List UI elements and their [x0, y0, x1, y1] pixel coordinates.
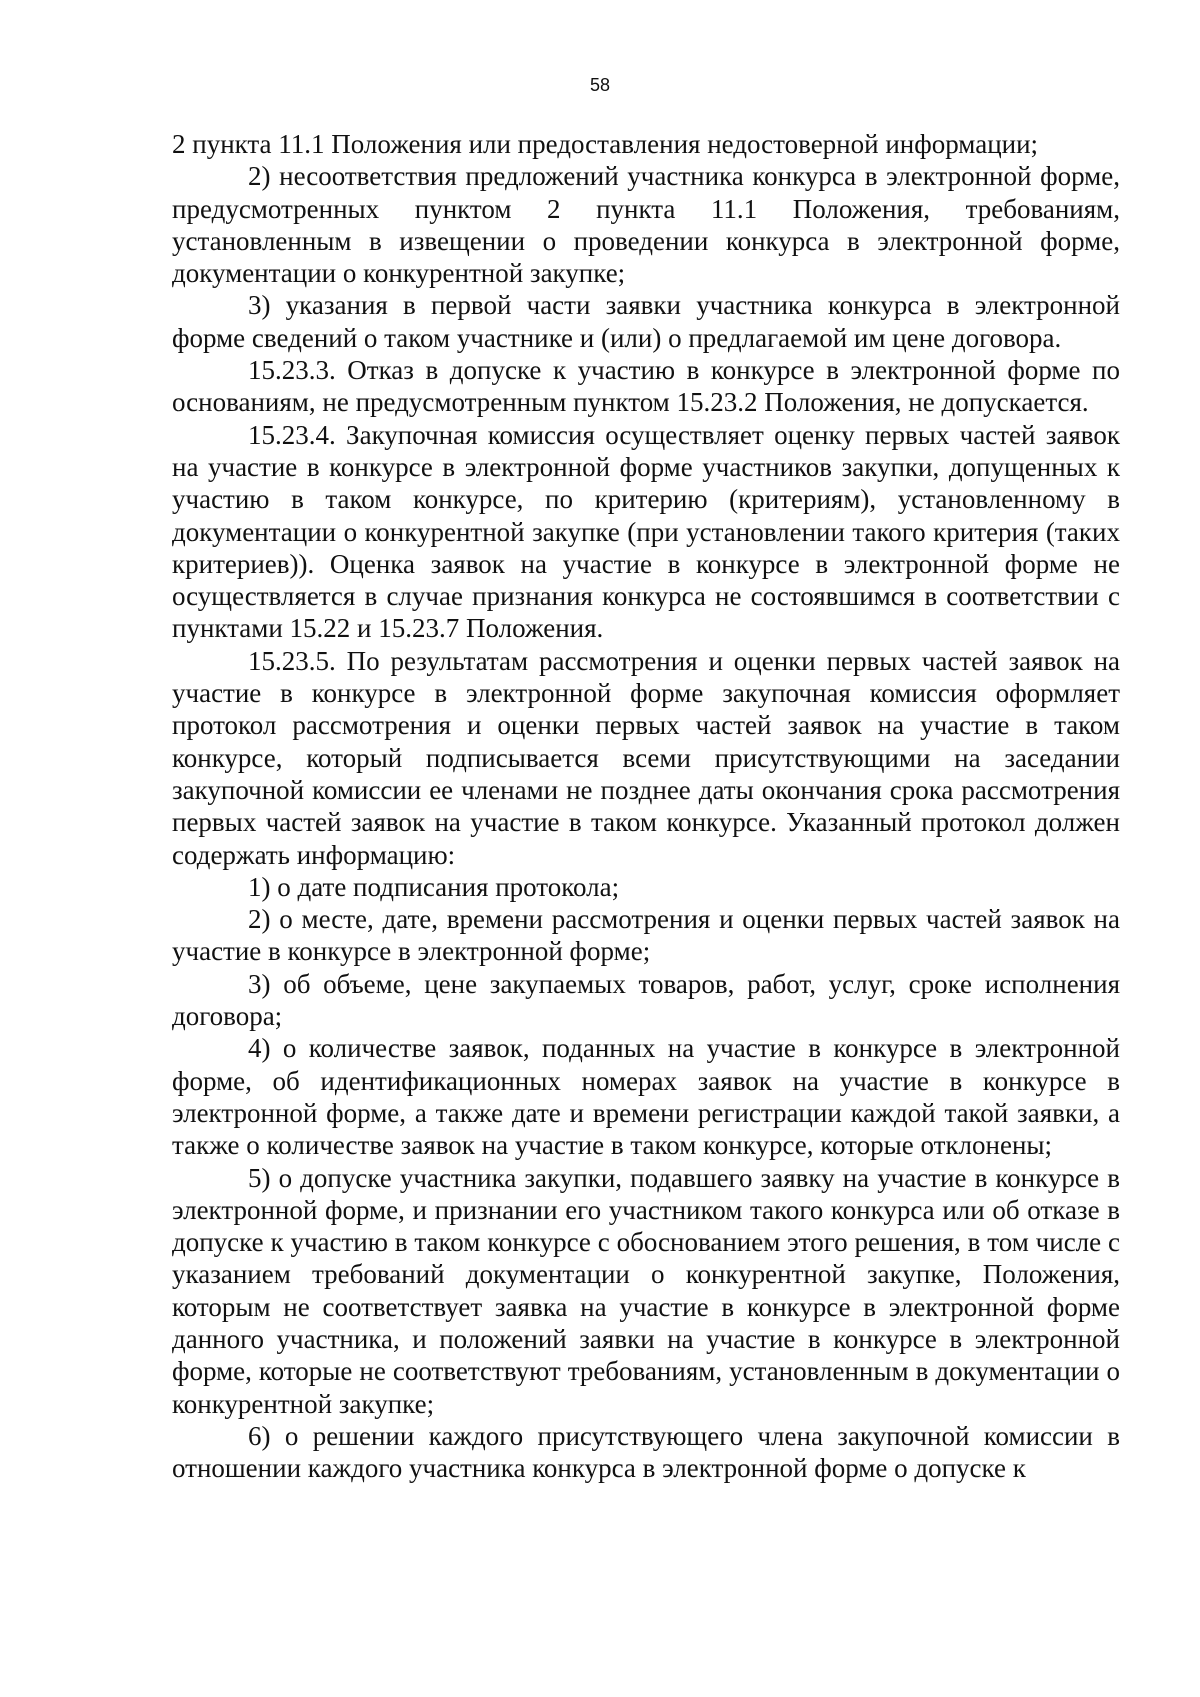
page-number: 58: [589, 75, 611, 95]
protocol-item-4: 4) о количестве заявок, поданных на участие в конкурсе в электронной форме, об идентификационных номерах заявок на участие в конкурсе в электронной форме, а также дате и времени регистрации каждой такой заявки, а также о количестве заявок на участие в таком конкурсе, которые отклонены;: [172, 1033, 1120, 1161]
protocol-item-6: 6) о решении каждого присутствующего члена закупочной комиссии в отношении каждого участника конкурса в электронной форме о допуске к: [172, 1420, 1120, 1484]
list-item-3-participant-info: 3) указания в первой части заявки участника конкурса в электронной форме сведений о таком участнике и (или) о предлагаемой им цене договора.: [172, 290, 1120, 353]
protocol-item-3: 3) об объеме, цене закупаемых товаров, работ, услуг, сроке исполнения договора;: [172, 968, 1120, 1032]
clause-15-23-3: 15.23.3. Отказ в допуске к участию в конкурсе в электронной форме по основаниям, не предусмотренным пунктом 15.23.2 Положения, не допускается.: [172, 355, 1120, 418]
paragraph-continuation: 2 пункта 11.1 Положения или предоставления недостоверной информации;: [172, 129, 1039, 159]
clause-15-23-4: 15.23.4. Закупочная комиссия осуществляет оценку первых частей заявок на участие в конкурсе в электронной форме участников закупки, допущенных к участию в таком конкурсе, по критерию (критериям), установленному в документации о конкурентной закупке (при установлении такого критерия (таких критериев)). Оценка заявок на участие в конкурсе в электронной форме не осуществляется в случае признания конкурса не состоявшимся в соответствии с пунктами 15.22 и 15.23.7 Положения.: [172, 419, 1120, 644]
clause-15-23-5: 15.23.5. По результатам рассмотрения и оценки первых частей заявок на участие в конкурсе в электронной форме закупочная комиссия оформляет протокол рассмотрения и оценки первых частей заявок на участие в таком конкурсе, который подписывается всеми присутствующими на заседании закупочной комиссии ее членами не позднее даты окончания срока рассмотрения первых частей заявок на участие в таком конкурсе. Указанный протокол должен содержать информацию:: [172, 645, 1120, 870]
protocol-item-5: 5) о допуске участника закупки, подавшего заявку на участие в конкурсе в электронной форме, и признании его участником такого конкурса или об отказе в допуске к участию в таком конкурсе с обоснованием этого решения, в том числе с указанием требований документации о конкурентной закупке, Положения, которым не соответствует заявка на участие в конкурсе в электронной форме данного участника, и положений заявки на участие в конкурсе в электронной форме, которые не соответствуют требованиям, установленным в документации о конкурентной закупке;: [172, 1162, 1120, 1419]
protocol-item-1: 1) о дате подписания протокола;: [248, 871, 620, 902]
document-body: [172, 128, 1120, 1484]
list-item-2-nonconformity: 2) несоответствия предложений участника конкурса в электронной форме, предусмотренных пунктом 2 пункта 11.1 Положения, требованиям, установленным в извещении о проведении конкурса в электронной форме, документации о конкурентной закупке;: [172, 161, 1120, 289]
protocol-item-2: 2) о месте, дате, времени рассмотрения и оценки первых частей заявок на участие в конкурсе в электронной форме;: [172, 904, 1120, 967]
